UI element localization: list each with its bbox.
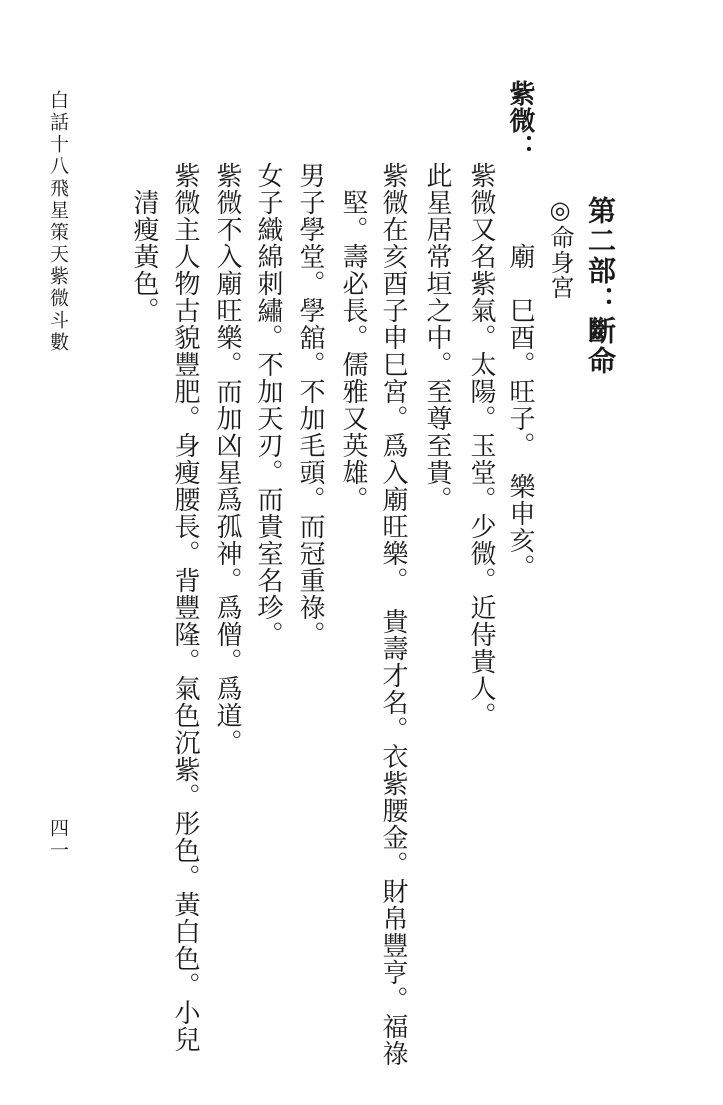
text-column: 清瘦黃色。 <box>129 162 159 324</box>
text-column: 此星居常垣之中。至尊至貴。 <box>422 162 452 513</box>
text-column: 男子學堂。學舘。不加毛頭。而冠重祿。 <box>295 162 325 648</box>
text-column: 紫微主人物古貌豐肥。身瘦腰長。背豐隆。氣色沉紫。彤色。黃白色。小兒 <box>170 162 200 1053</box>
star-name-label: 紫微： <box>505 80 535 161</box>
text-column: 紫微在亥酉子申巳宮。爲入廟旺樂。 貴壽才名。衣紫腰金。財帛豐亨。福祿 <box>378 162 408 1067</box>
page-number: 四一 <box>47 818 69 862</box>
section-heading: ◎命身宮 <box>546 196 574 300</box>
part-heading: 第二部：斷命 <box>584 196 617 376</box>
text-column: 紫微不入廟旺樂。而加凶星爲孤神。爲僧。爲道。 <box>212 162 242 756</box>
text-column: 堅。壽必長。儒雅又英雄。 <box>338 162 368 513</box>
running-title: 白話十八飛星策天紫微斗數 <box>47 90 69 354</box>
text-column: 女子織綿刺繡。不加天刃。而貴室名珍。 <box>253 162 283 648</box>
text-column: 廟 巳酉。旺子。 樂申亥。 <box>505 162 535 581</box>
text-column: 紫微又名紫氣。太陽。玉堂。少微。近侍貴人。 <box>466 162 496 729</box>
